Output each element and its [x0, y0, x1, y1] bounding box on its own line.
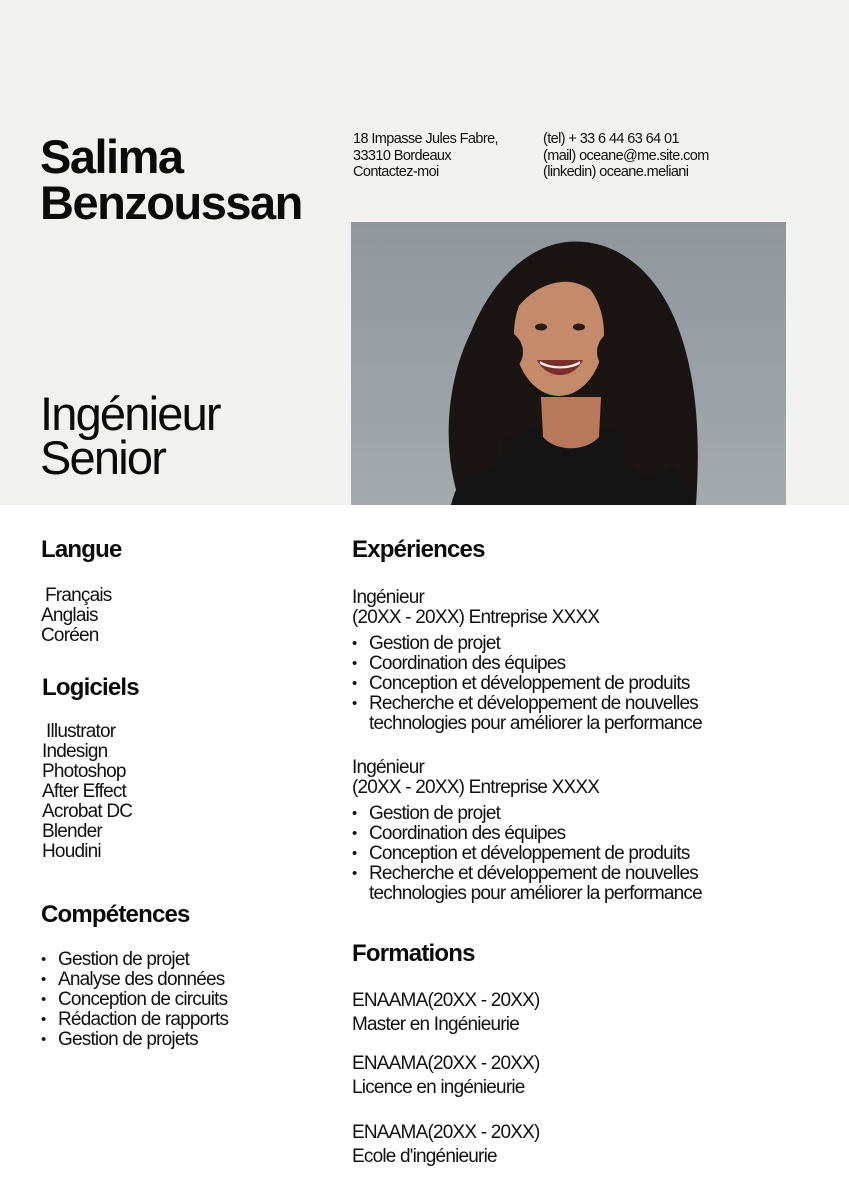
- experience-entry: [352, 758, 702, 904]
- list-item: Anglais: [41, 605, 98, 626]
- contact-tel[interactable]: (tel) + 33 6 44 63 64 01: [543, 131, 679, 147]
- experience-tasks: [352, 804, 702, 884]
- list-item: After Effect: [42, 781, 127, 802]
- profile-photo: [351, 222, 786, 505]
- competences-list: [41, 950, 228, 1050]
- contact-details: [543, 131, 709, 181]
- list-item: Acrobat DC: [42, 801, 133, 822]
- langue-list: [41, 586, 111, 646]
- experience-entry: [352, 588, 702, 734]
- formation-entry: [352, 989, 540, 1037]
- logiciels-list: [42, 722, 132, 862]
- contact-address: [353, 131, 498, 181]
- contact-linkedin[interactable]: (linkedin) oceane.meliani: [543, 164, 689, 180]
- section-title-competences: Compétences: [41, 901, 190, 928]
- list-item: Houdini: [42, 841, 101, 862]
- formation-entry: [352, 1121, 540, 1169]
- formation-degree: Ecole d'ingénieurie: [352, 1146, 497, 1167]
- task-item: • Gestion de projet: [352, 804, 702, 824]
- experience-title: Ingénieur: [352, 587, 425, 608]
- formation-school: ENAAMA(20XX - 20XX): [352, 1122, 540, 1143]
- list-item: Indesign: [42, 741, 108, 762]
- task-item: • Recherche et développement de nouvelles: [352, 694, 702, 714]
- contact-mail[interactable]: (mail) oceane@me.site.com: [543, 147, 709, 164]
- job-title-line-2: Senior: [40, 431, 166, 484]
- address-line-1: 18 Impasse Jules Fabre,: [353, 131, 498, 147]
- task-item: • Gestion de projet: [352, 634, 702, 654]
- formation-school: ENAAMA(20XX - 20XX): [352, 990, 540, 1011]
- section-title-langue: Langue: [41, 536, 122, 563]
- experience-tasks: [352, 634, 702, 714]
- list-item: • Conception de circuits: [41, 990, 228, 1010]
- task-item: • Recherche et développement de nouvelles: [352, 864, 702, 884]
- task-item: • Coordination des équipes: [352, 824, 702, 844]
- section-title-experiences: Expériences: [352, 536, 485, 563]
- list-item: • Gestion de projets: [41, 1030, 228, 1050]
- list-item: Photoshop: [42, 761, 126, 782]
- section-title-formations: Formations: [352, 940, 475, 967]
- list-item: Blender: [42, 821, 102, 842]
- list-item: • Gestion de projet: [41, 950, 228, 970]
- job-title: [40, 387, 220, 484]
- list-item: • Rédaction de rapports: [41, 1010, 228, 1030]
- experience-period: (20XX - 20XX) Entreprise XXXX: [352, 607, 600, 628]
- formation-entry: [352, 1052, 540, 1100]
- job-title-line-1: Ingénieur: [40, 387, 220, 440]
- person-name: [40, 130, 302, 229]
- portrait-illustration: [351, 222, 786, 505]
- first-name: Salima: [40, 130, 183, 183]
- task-continuation: technologies pour améliorer la performance: [369, 883, 702, 904]
- address-line-2: 33310 Bordeaux: [353, 147, 452, 164]
- section-title-logiciels: Logiciels: [42, 674, 139, 701]
- experience-period: (20XX - 20XX) Entreprise XXXX: [352, 777, 600, 798]
- experience-title: Ingénieur: [352, 757, 425, 778]
- formation-degree: Master en Ingénieurie: [352, 1014, 519, 1035]
- formation-school: ENAAMA(20XX - 20XX): [352, 1053, 540, 1074]
- list-item: Français: [45, 585, 112, 606]
- task-item: • Conception et développement de produits: [352, 844, 702, 864]
- formation-degree: Licence en ingénieurie: [352, 1077, 525, 1098]
- list-item: • Analyse des données: [41, 970, 228, 990]
- list-item: Coréen: [41, 625, 99, 646]
- task-item: • Conception et développement de produits: [352, 674, 702, 694]
- contact-link[interactable]: Contactez-moi: [353, 164, 439, 180]
- last-name: Benzoussan: [40, 176, 302, 229]
- task-item: • Coordination des équipes: [352, 654, 702, 674]
- list-item: Illustrator: [46, 721, 116, 742]
- task-continuation: technologies pour améliorer la performance: [369, 713, 702, 734]
